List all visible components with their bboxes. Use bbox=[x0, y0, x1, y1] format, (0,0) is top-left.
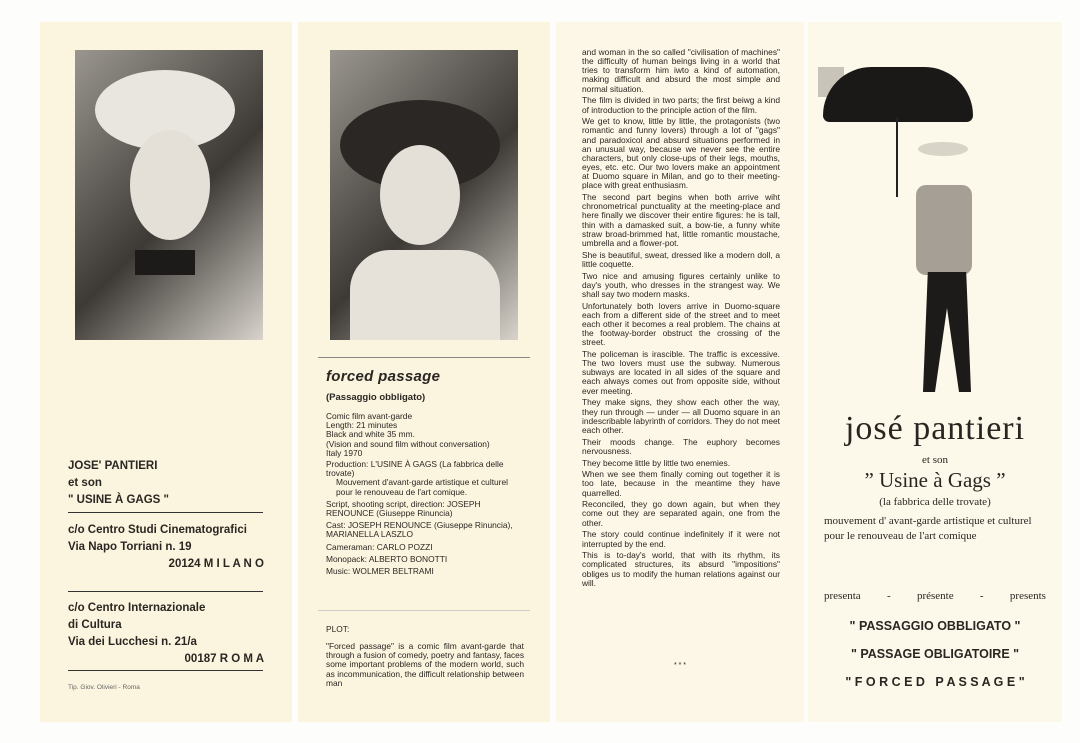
et-son: et son bbox=[922, 454, 948, 466]
film-credits: Production: L'USINE À GAGS (La fabbrica delle trovate) Mouvement d'avant-garde artistique et culturel pour le renouveau de l'art comique. Script, shooting script, direction: JOSEPH RENOUNCE (Giuseppe Rinuncia) Cast: JOSEPH RENOUNCE (Giuseppe Rinuncia), MARIANELLA LASZLO Cameraman: CARLO POZZI Monopack: ALBERTO BONOTTI Music: WOLMER BELTRAMI bbox=[326, 459, 513, 577]
photo-woman-portrait bbox=[330, 50, 518, 340]
umbrella-icon bbox=[823, 67, 973, 122]
fabbrica-subtitle: (la fabbrica delle trovate) bbox=[879, 496, 991, 508]
address-roma: c/o Centro Internazionale di Cultura Via dei Lucchesi n. 21/a 00187 R O M A bbox=[68, 602, 264, 665]
plot-paragraph: Reconciled, they go down again, but when they come out they are separated again, one from the other. bbox=[582, 499, 780, 528]
presents-line: presenta - présente - presents bbox=[824, 590, 1046, 602]
usine-a-gags: ” Usine à Gags ” bbox=[864, 468, 1006, 492]
panel-cover bbox=[808, 22, 1062, 722]
film-subtitle: (Passaggio obbligato) bbox=[326, 392, 426, 403]
end-mark: * * * bbox=[673, 662, 687, 669]
plot-paragraph: This is to-day's world, that with its rhythm, its complicated structures, its absurd "impositions" obliges us to modify the human relations against our will. bbox=[582, 550, 780, 588]
title-french: " PASSAGE OBLIGATOIRE " bbox=[850, 647, 1020, 661]
plot-paragraph: Unfortunately both lovers arrive in Duomo-square each from a different side of the street and to meet each other it becomes a real problem. The chains at the footway-border obstruct the crossing of the street. bbox=[582, 300, 780, 348]
artist-name: josé pantieri bbox=[844, 410, 1026, 447]
film-title: forced passage bbox=[326, 368, 441, 385]
plot-paragraph: The policeman is irascible. The traffic is excessive. The two lovers must use the subway. Numerous subways are located in all sides of the square and each always comes out from opposite side, without ever meeting. bbox=[582, 349, 780, 396]
plot-paragraph: She is beautiful, sweat, dressed like a modern doll, a little coquette. bbox=[582, 249, 780, 269]
plot-paragraph: The story could continue indefinitely if it were not interrupted by the end. bbox=[582, 529, 780, 549]
printer-credit: Tip. Giov. Olivieri - Roma bbox=[68, 684, 140, 691]
plot-paragraph: and woman in the so called "civilisation of machines" the difficulty of human beings living in a world that tries to transform him iwto a kind of automation, making difficult and absurd the most simple and normal situation. bbox=[582, 47, 780, 94]
movement-description: mouvement d' avant-garde artistique et culturel pour le renouveau de l'art comique bbox=[824, 515, 1032, 542]
plot-paragraph: The second part begins when both arrive wiht chronometrical punctuality at the meeting-place and here finally we discover their entire figures: he is tall, thin with a damasked suit, a bow-tie, a funny white straw broad-brimmed hat, little romantic moustache, umbrella and a flower-pot. bbox=[582, 192, 780, 248]
plot-continued bbox=[582, 48, 780, 591]
plot-paragraph: Their moods change. The euphory becomes nervousness. bbox=[582, 436, 780, 456]
plot-paragraph: They become little by little two enemies. bbox=[582, 457, 731, 468]
photo-man-portrait bbox=[75, 50, 263, 340]
plot-paragraph: We get to know, little by little, the protagonists (two romantic and funny lovers) through a lot of "gags" and paradoxicol and absurd situations performed in an unusual way, because we never see the entire characters, but only close-ups of their legs, mouths, eyes, etc. etc. Our two lovers make an appointment at Duomo square in Milan, and go to their meeting-place with great enthusiasm. bbox=[582, 116, 780, 191]
contact-header: JOSE' PANTIERI et son " USINE À GAGS " bbox=[68, 460, 170, 506]
plot-paragraph: Two nice and amusing figures certainly unlike to day's youth, who dresses in the strangest way. We shall say two modern masks. bbox=[582, 270, 780, 299]
divider bbox=[68, 512, 263, 513]
divider bbox=[318, 610, 530, 611]
plot-text: "Forced passage" is a comic film avant-garde that through a fusion of comedy, poetry and fantasy, faces some important problems of the modern world, such as incommunication, the difficult relationship between man bbox=[326, 641, 525, 688]
address-milano: c/o Centro Studi Cinematografici Via Napo Torriani n. 19 20124 M I L A N O bbox=[68, 524, 264, 570]
plot-paragraph: The film is divided in two parts; the first beiwg a kind of introduction to the principle action of the film. bbox=[582, 95, 780, 115]
title-english: " F O R C E D P A S S A G E " bbox=[845, 675, 1025, 689]
title-italian: " PASSAGGIO OBBLIGATO " bbox=[849, 619, 1021, 633]
photo-man-with-umbrella bbox=[818, 67, 1053, 407]
panel-plot bbox=[556, 22, 804, 722]
plot-label: PLOT: bbox=[326, 624, 350, 634]
plot-paragraph: When we see them finally coming out together it is too late, because in the meantime they have quarrelled. bbox=[582, 469, 780, 498]
panel-film-info bbox=[298, 22, 550, 722]
divider bbox=[318, 357, 530, 358]
panel-contacts bbox=[40, 22, 292, 722]
divider bbox=[68, 670, 263, 671]
plot-paragraph: They make signs, they show each other the way, they run through — under — all Duomo square in an indescribable labyrinth of corridors. They do not meet each other. bbox=[582, 397, 780, 435]
film-specs: Comic film avant-garde Length: 21 minutes Black and white 35 mm. (Vision and sound film without conversation) Italy 1970 bbox=[326, 411, 490, 458]
divider bbox=[68, 591, 263, 592]
